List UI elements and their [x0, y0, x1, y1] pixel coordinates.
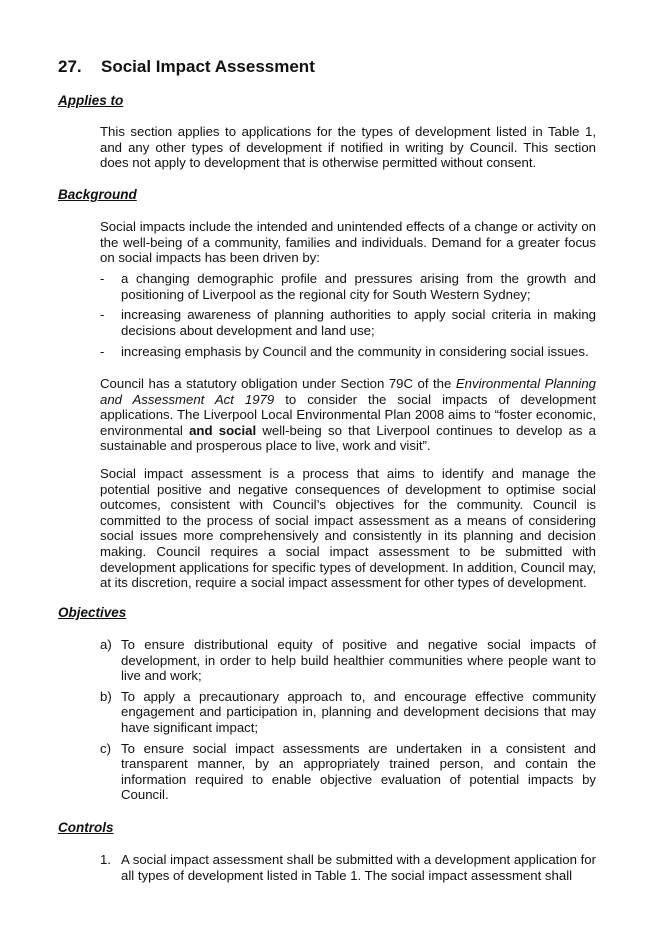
section-number: 27.	[58, 57, 82, 76]
objective-text: To ensure social impact assessments are undertaken in a consistent and transparent manner, by an appropriately trained person, and contain the information required to enable objective evaluation of potential impacts by Council.	[121, 740, 596, 803]
para-text: to consider the social impacts of development applications. The Liverpool Local Environmental Plan 2008 aims to “foster economic, environmental	[100, 391, 596, 438]
list-marker: c)	[100, 740, 111, 756]
bullet-text: a changing demographic profile and pressures arising from the growth and positioning of Liverpool as the regional city for South Western Sydney;	[121, 271, 596, 302]
objective-text: To ensure distributional equity of positive and negative social impacts of development, in order to help build healthier communities where people want to live and work;	[121, 637, 596, 684]
section-title	[58, 56, 315, 78]
list-item	[100, 852, 596, 883]
background-intro: Social impacts include the intended and unintended effects of a change or activity on the well-being of a community, families and individuals. Demand for a greater focus on social impacts has been driven by:	[100, 219, 596, 266]
sia-process-paragraph: Social impact assessment is a process that aims to identify and manage the potential positive and negative consequences of development to optimise social outcomes, consistent with Council’s objectives for the community. Council is committed to the process of social impact assessment as a means of considering social issues more comprehensively and consistently in its planning and decision making. Council requires a social impact assessment to be submitted with development applications for specific types of development. In addition, Council may, at its discretion, require a social impact assessment for other types of development.	[100, 466, 596, 591]
list-marker: a)	[100, 637, 112, 652]
bullet-marker: -	[100, 271, 105, 286]
list-marker: b)	[100, 688, 112, 704]
applies-to-heading: Applies to	[58, 93, 124, 108]
background-bullet-list	[100, 271, 596, 360]
statutory-obligation-paragraph	[100, 376, 596, 454]
para-text: well-being so that Liverpool continues to develop as a sustainable and prosperous place to live, work and visit”.	[100, 422, 597, 454]
bullet-marker: -	[100, 307, 105, 323]
section-title-text: Social Impact Assessment	[101, 57, 315, 76]
controls-list	[100, 852, 596, 883]
bullet-text: increasing emphasis by Council and the community in considering social issues.	[121, 344, 589, 360]
bold-text: and social	[189, 422, 257, 438]
list-item	[100, 344, 596, 360]
list-marker: 1.	[100, 852, 111, 867]
controls-heading: Controls	[58, 820, 114, 835]
background-heading: Background	[58, 187, 137, 202]
act-name: Environmental Planning and Assessment Act 1979	[100, 376, 596, 407]
list-item	[100, 271, 596, 302]
control-text: A social impact assessment shall be submitted with a development application for all types of development listed in Table 1. The social impact assessment shall	[121, 852, 596, 883]
list-item	[100, 741, 596, 803]
bullet-marker: -	[100, 344, 105, 360]
objectives-heading: Objectives	[58, 605, 127, 620]
list-item	[100, 307, 596, 338]
para-text: Council has a statutory obligation under Section 79C of the	[100, 376, 456, 391]
list-item	[100, 637, 596, 684]
bullet-text: increasing awareness of planning authorities to apply social criteria in making decisions about development and land use;	[121, 307, 596, 338]
applies-to-paragraph: This section applies to applications for the types of development listed in Table 1, and any other types of development if notified in writing by Council. This section does not apply to development that is otherwise permitted without consent.	[100, 124, 596, 171]
objectives-list	[100, 637, 596, 803]
objective-text: To apply a precautionary approach to, and encourage effective community engagement and participation in, planning and development decisions that may have significant impact;	[121, 688, 596, 735]
list-item	[100, 689, 596, 736]
